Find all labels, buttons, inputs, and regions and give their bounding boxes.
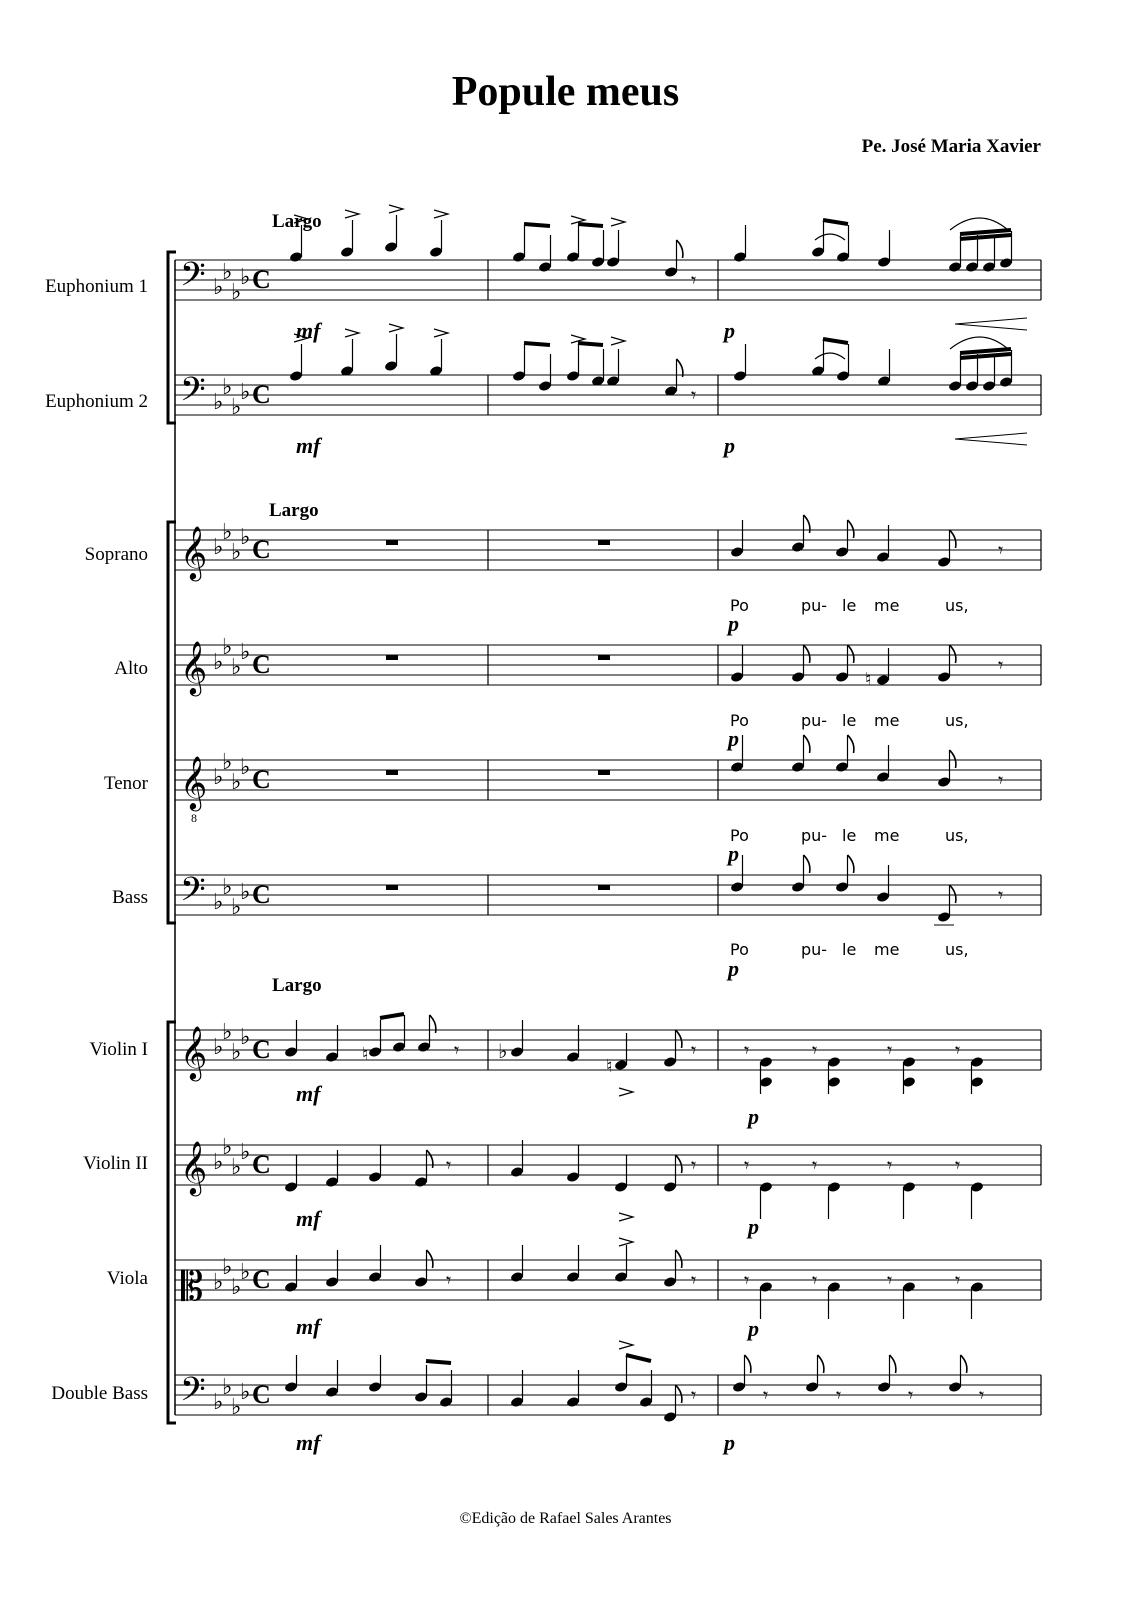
- dynamic-p-alto: p: [728, 726, 739, 751]
- whole-rest-icon: [386, 770, 398, 775]
- dynamic-mf-euphonium-2: mf: [296, 433, 321, 458]
- accent-mark: [611, 337, 625, 345]
- lyric-syllable: Po: [730, 940, 749, 959]
- flat-icon: ♭: [240, 640, 251, 665]
- dynamic-mf-double-bass: mf: [296, 1430, 321, 1455]
- lyric-syllable: me: [874, 940, 900, 959]
- lyric-syllable: le: [842, 596, 857, 615]
- flat-icon: ♭: [222, 875, 233, 900]
- flat-icon: ♭: [213, 535, 224, 560]
- eighth-rest-icon: 𝄾: [454, 1038, 460, 1062]
- lyric-syllable: me: [874, 826, 900, 845]
- dynamic-mf-euphonium-1: mf: [296, 318, 321, 343]
- note-beam: [960, 230, 1011, 234]
- eighth-rest-icon: 𝄾: [691, 268, 697, 292]
- eighth-rest-icon: 𝄾: [955, 1268, 961, 1292]
- eighth-rest-icon: 𝄾: [998, 653, 1004, 677]
- accent-mark: [345, 210, 359, 218]
- flat-icon: ♭: [231, 395, 242, 420]
- flat-icon: ♭: [213, 890, 224, 915]
- flat-icon: ♭: [222, 1020, 233, 1045]
- eighth-rest-icon: 𝄾: [812, 1268, 818, 1292]
- eighth-rest-icon: 𝄾: [763, 1383, 769, 1407]
- slur: [950, 337, 1008, 349]
- flat-icon: ♭: [231, 1275, 242, 1300]
- note-beam: [960, 235, 1011, 239]
- common-time-icon: C: [252, 765, 271, 794]
- note-flag: [961, 1355, 967, 1373]
- lyric-syllable: us,: [945, 596, 969, 615]
- note-flag: [676, 1155, 682, 1173]
- lyric-syllable: us,: [945, 711, 969, 730]
- tempo-marking-strings: Largo: [272, 975, 322, 996]
- eighth-rest-icon: 𝄾: [887, 1153, 893, 1177]
- staff-label-violin-2: Violin II: [83, 1153, 148, 1174]
- note-flag: [950, 530, 956, 548]
- eighth-rest-icon: 𝄾: [691, 1153, 697, 1177]
- flat-icon: ♭: [222, 635, 233, 660]
- accent-mark: [389, 205, 403, 213]
- flat-icon: ♭: [231, 655, 242, 680]
- note-flag: [804, 735, 810, 753]
- staff-label-tenor: Tenor: [103, 773, 148, 794]
- treble-clef-icon: 𝄞: [180, 525, 208, 579]
- flat-icon: ♭: [240, 525, 251, 550]
- eighth-rest-icon: 𝄾: [691, 1383, 697, 1407]
- dynamic-p-violin-2: p: [748, 1214, 759, 1239]
- eighth-rest-icon: 𝄾: [998, 883, 1004, 907]
- note-beam: [626, 1355, 651, 1361]
- accent-mark: [345, 329, 359, 337]
- eighth-rest-icon: 𝄾: [812, 1038, 818, 1062]
- eighth-rest-icon: 𝄾: [691, 1038, 697, 1062]
- edition-credit: ©Edição de Rafael Sales Arantes: [459, 1510, 672, 1527]
- treble-clef-icon: 𝄞: [180, 1025, 208, 1079]
- flat-icon: ♭: [213, 1035, 224, 1060]
- flat-icon: ♭: [231, 1395, 242, 1420]
- flat-icon: ♭: [231, 540, 242, 565]
- note-beam: [960, 354, 1011, 358]
- note-flag: [745, 1355, 751, 1373]
- flat-icon: ♭: [231, 280, 242, 305]
- natural-sign-icon: ♮: [865, 669, 872, 690]
- flat-icon: ♭: [240, 1260, 251, 1285]
- staff-label-double-bass: Double Bass: [51, 1383, 148, 1404]
- note-beam: [524, 343, 550, 345]
- whole-rest-icon: [386, 885, 398, 890]
- eighth-rest-icon: 𝄾: [812, 1153, 818, 1177]
- flat-icon: ♭: [213, 1270, 224, 1295]
- dynamic-p-double-bass: p: [724, 1430, 735, 1455]
- tempo-marking-euphoniums: Largo: [272, 211, 322, 232]
- note-flag: [427, 1250, 433, 1268]
- flat-icon: ♭: [240, 880, 251, 905]
- note-flag: [677, 240, 683, 258]
- natural-sign-icon: ♮: [362, 1044, 369, 1065]
- flat-icon: ♭: [498, 1039, 508, 1063]
- flat-icon: ♭: [222, 750, 233, 775]
- common-time-icon: C: [252, 650, 271, 679]
- staff-label-violin-1: Violin I: [89, 1039, 148, 1060]
- eighth-rest-icon: 𝄾: [955, 1153, 961, 1177]
- common-time-icon: C: [252, 265, 271, 294]
- staff-label-euphonium-2: Euphonium 2: [45, 391, 148, 412]
- dynamic-mf-violin-2: mf: [296, 1206, 321, 1231]
- flat-icon: ♭: [222, 1255, 233, 1280]
- flat-icon: ♭: [213, 650, 224, 675]
- flat-icon: ♭: [240, 1380, 251, 1405]
- lyric-syllable: pu-: [801, 596, 828, 615]
- bass-clef-icon: 𝄢: [180, 256, 206, 302]
- dynamic-mf-viola: mf: [296, 1314, 321, 1339]
- flat-icon: ♭: [222, 1375, 233, 1400]
- eighth-rest-icon: 𝄾: [979, 1383, 985, 1407]
- note-flag: [818, 1355, 824, 1373]
- note-flag: [848, 735, 854, 753]
- eighth-rest-icon: 𝄾: [887, 1268, 893, 1292]
- tempo-marking-choir: Largo: [269, 500, 319, 521]
- note-flag: [950, 645, 956, 663]
- natural-sign-icon: ♮: [606, 1056, 613, 1077]
- common-time-icon: C: [252, 1265, 271, 1294]
- treble-clef-icon: 𝄞: [180, 1140, 208, 1194]
- dynamic-p-bass: p: [728, 956, 739, 981]
- eighth-rest-icon: 𝄾: [446, 1153, 452, 1177]
- eighth-rest-icon: 𝄾: [744, 1268, 750, 1292]
- eighth-rest-icon: 𝄾: [836, 1383, 842, 1407]
- flat-icon: ♭: [240, 1140, 251, 1165]
- whole-rest-icon: [598, 885, 610, 890]
- flat-icon: ♭: [240, 265, 251, 290]
- lyric-syllable: le: [842, 826, 857, 845]
- score-title: Popule meus: [451, 69, 680, 115]
- dynamic-p-euphonium-2: p: [724, 433, 735, 458]
- treble-clef-icon: 𝄞: [180, 755, 208, 809]
- note-flag: [676, 1030, 682, 1048]
- note-beam: [524, 224, 550, 226]
- accent-mark: [294, 215, 308, 223]
- note-flag: [848, 645, 854, 663]
- dynamic-p-viola: p: [748, 1316, 759, 1341]
- staff-label-euphonium-1: Euphonium 1: [45, 276, 148, 297]
- note-beam: [426, 1361, 451, 1363]
- dynamic-p-euphonium-1: p: [724, 318, 735, 343]
- note-beam: [823, 220, 848, 224]
- bass-clef-icon: 𝄢: [180, 871, 206, 917]
- lyric-syllable: me: [874, 711, 900, 730]
- note-beam: [960, 349, 1011, 353]
- note-flag: [848, 855, 854, 873]
- flat-icon: ♭: [222, 375, 233, 400]
- flat-icon: ♭: [213, 1150, 224, 1175]
- eighth-rest-icon: 𝄾: [955, 1038, 961, 1062]
- note-flag: [950, 885, 956, 903]
- crescendo-hairpin: [955, 433, 1027, 445]
- lyric-syllable: us,: [945, 826, 969, 845]
- eighth-rest-icon: 𝄾: [446, 1268, 452, 1292]
- note-beam: [823, 339, 848, 343]
- lyric-syllable: le: [842, 940, 857, 959]
- staff-label-bass: Bass: [112, 887, 148, 908]
- note-flag: [804, 645, 810, 663]
- staff-label-viola: Viola: [106, 1268, 148, 1289]
- composer-credit: Pe. José Maria Xavier: [861, 136, 1041, 157]
- flat-icon: ♭: [213, 275, 224, 300]
- flat-icon: ♭: [222, 1135, 233, 1160]
- flat-icon: ♭: [240, 1025, 251, 1050]
- whole-rest-icon: [598, 655, 610, 660]
- accent-mark: [294, 334, 308, 342]
- note-flag: [950, 750, 956, 768]
- eighth-rest-icon: 𝄾: [691, 383, 697, 407]
- accent-mark: [434, 210, 448, 218]
- eighth-rest-icon: 𝄾: [744, 1038, 750, 1062]
- eighth-rest-icon: 𝄾: [998, 768, 1004, 792]
- dynamic-p-soprano: p: [728, 611, 739, 636]
- lyric-syllable: Po: [730, 711, 749, 730]
- lyric-syllable: Po: [730, 596, 749, 615]
- flat-icon: ♭: [231, 770, 242, 795]
- flat-icon: ♭: [213, 1390, 224, 1415]
- accent-mark: [619, 1341, 633, 1349]
- bass-clef-icon: 𝄢: [180, 1371, 206, 1417]
- eighth-rest-icon: 𝄾: [887, 1038, 893, 1062]
- common-time-icon: C: [252, 880, 271, 909]
- whole-rest-icon: [386, 540, 398, 545]
- flat-icon: ♭: [213, 765, 224, 790]
- flat-icon: ♭: [240, 755, 251, 780]
- common-time-icon: C: [252, 1150, 271, 1179]
- lyric-syllable: Po: [730, 826, 749, 845]
- accent-mark: [611, 218, 625, 226]
- accent-mark: [389, 324, 403, 332]
- dynamic-p-tenor: p: [728, 841, 739, 866]
- flat-icon: ♭: [231, 1040, 242, 1065]
- common-time-icon: C: [252, 1035, 271, 1064]
- accent-mark: [619, 1238, 633, 1246]
- lyric-syllable: pu-: [801, 711, 828, 730]
- note-flag: [677, 359, 683, 377]
- whole-rest-icon: [598, 770, 610, 775]
- crescendo-hairpin: [955, 318, 1027, 330]
- flat-icon: ♭: [231, 895, 242, 920]
- treble-clef-icon: 𝄞: [180, 640, 208, 694]
- slur: [815, 353, 845, 359]
- eighth-rest-icon: 𝄾: [998, 538, 1004, 562]
- note-beam: [380, 1014, 404, 1018]
- accent-mark: [619, 1088, 633, 1096]
- staff-label-alto: Alto: [114, 658, 148, 679]
- eighth-rest-icon: 𝄾: [744, 1153, 750, 1177]
- eighth-rest-icon: 𝄾: [908, 1383, 914, 1407]
- slur: [815, 234, 845, 240]
- lyric-syllable: us,: [945, 940, 969, 959]
- lyric-syllable: pu-: [801, 826, 828, 845]
- note-flag: [890, 1355, 896, 1373]
- staff-label-soprano: Soprano: [84, 544, 148, 565]
- whole-rest-icon: [386, 655, 398, 660]
- alto-clef-icon: 𝄡: [181, 1264, 204, 1310]
- lyric-syllable: me: [874, 596, 900, 615]
- bass-clef-icon: 𝄢: [180, 371, 206, 417]
- note-flag: [676, 1250, 682, 1268]
- note-beam: [578, 343, 603, 345]
- eighth-rest-icon: 𝄾: [691, 1268, 697, 1292]
- lyric-syllable: pu-: [801, 940, 828, 959]
- flat-icon: ♭: [231, 1155, 242, 1180]
- whole-rest-icon: [598, 540, 610, 545]
- slur: [950, 218, 1008, 230]
- octave-8-marker: 8: [191, 811, 197, 825]
- note-flag: [804, 855, 810, 873]
- flat-icon: ♭: [222, 520, 233, 545]
- note-beam: [578, 224, 603, 226]
- common-time-icon: C: [252, 535, 271, 564]
- common-time-icon: C: [252, 380, 271, 409]
- accent-mark: [619, 1213, 633, 1221]
- flat-icon: ♭: [213, 390, 224, 415]
- dynamic-mf-violin-1: mf: [296, 1081, 321, 1106]
- dynamic-p-violin-1: p: [748, 1104, 759, 1129]
- accent-mark: [434, 329, 448, 337]
- note-flag: [676, 1385, 682, 1403]
- common-time-icon: C: [252, 1380, 271, 1409]
- flat-icon: ♭: [222, 260, 233, 285]
- note-flag: [848, 520, 854, 538]
- lyric-syllable: le: [842, 711, 857, 730]
- flat-icon: ♭: [240, 380, 251, 405]
